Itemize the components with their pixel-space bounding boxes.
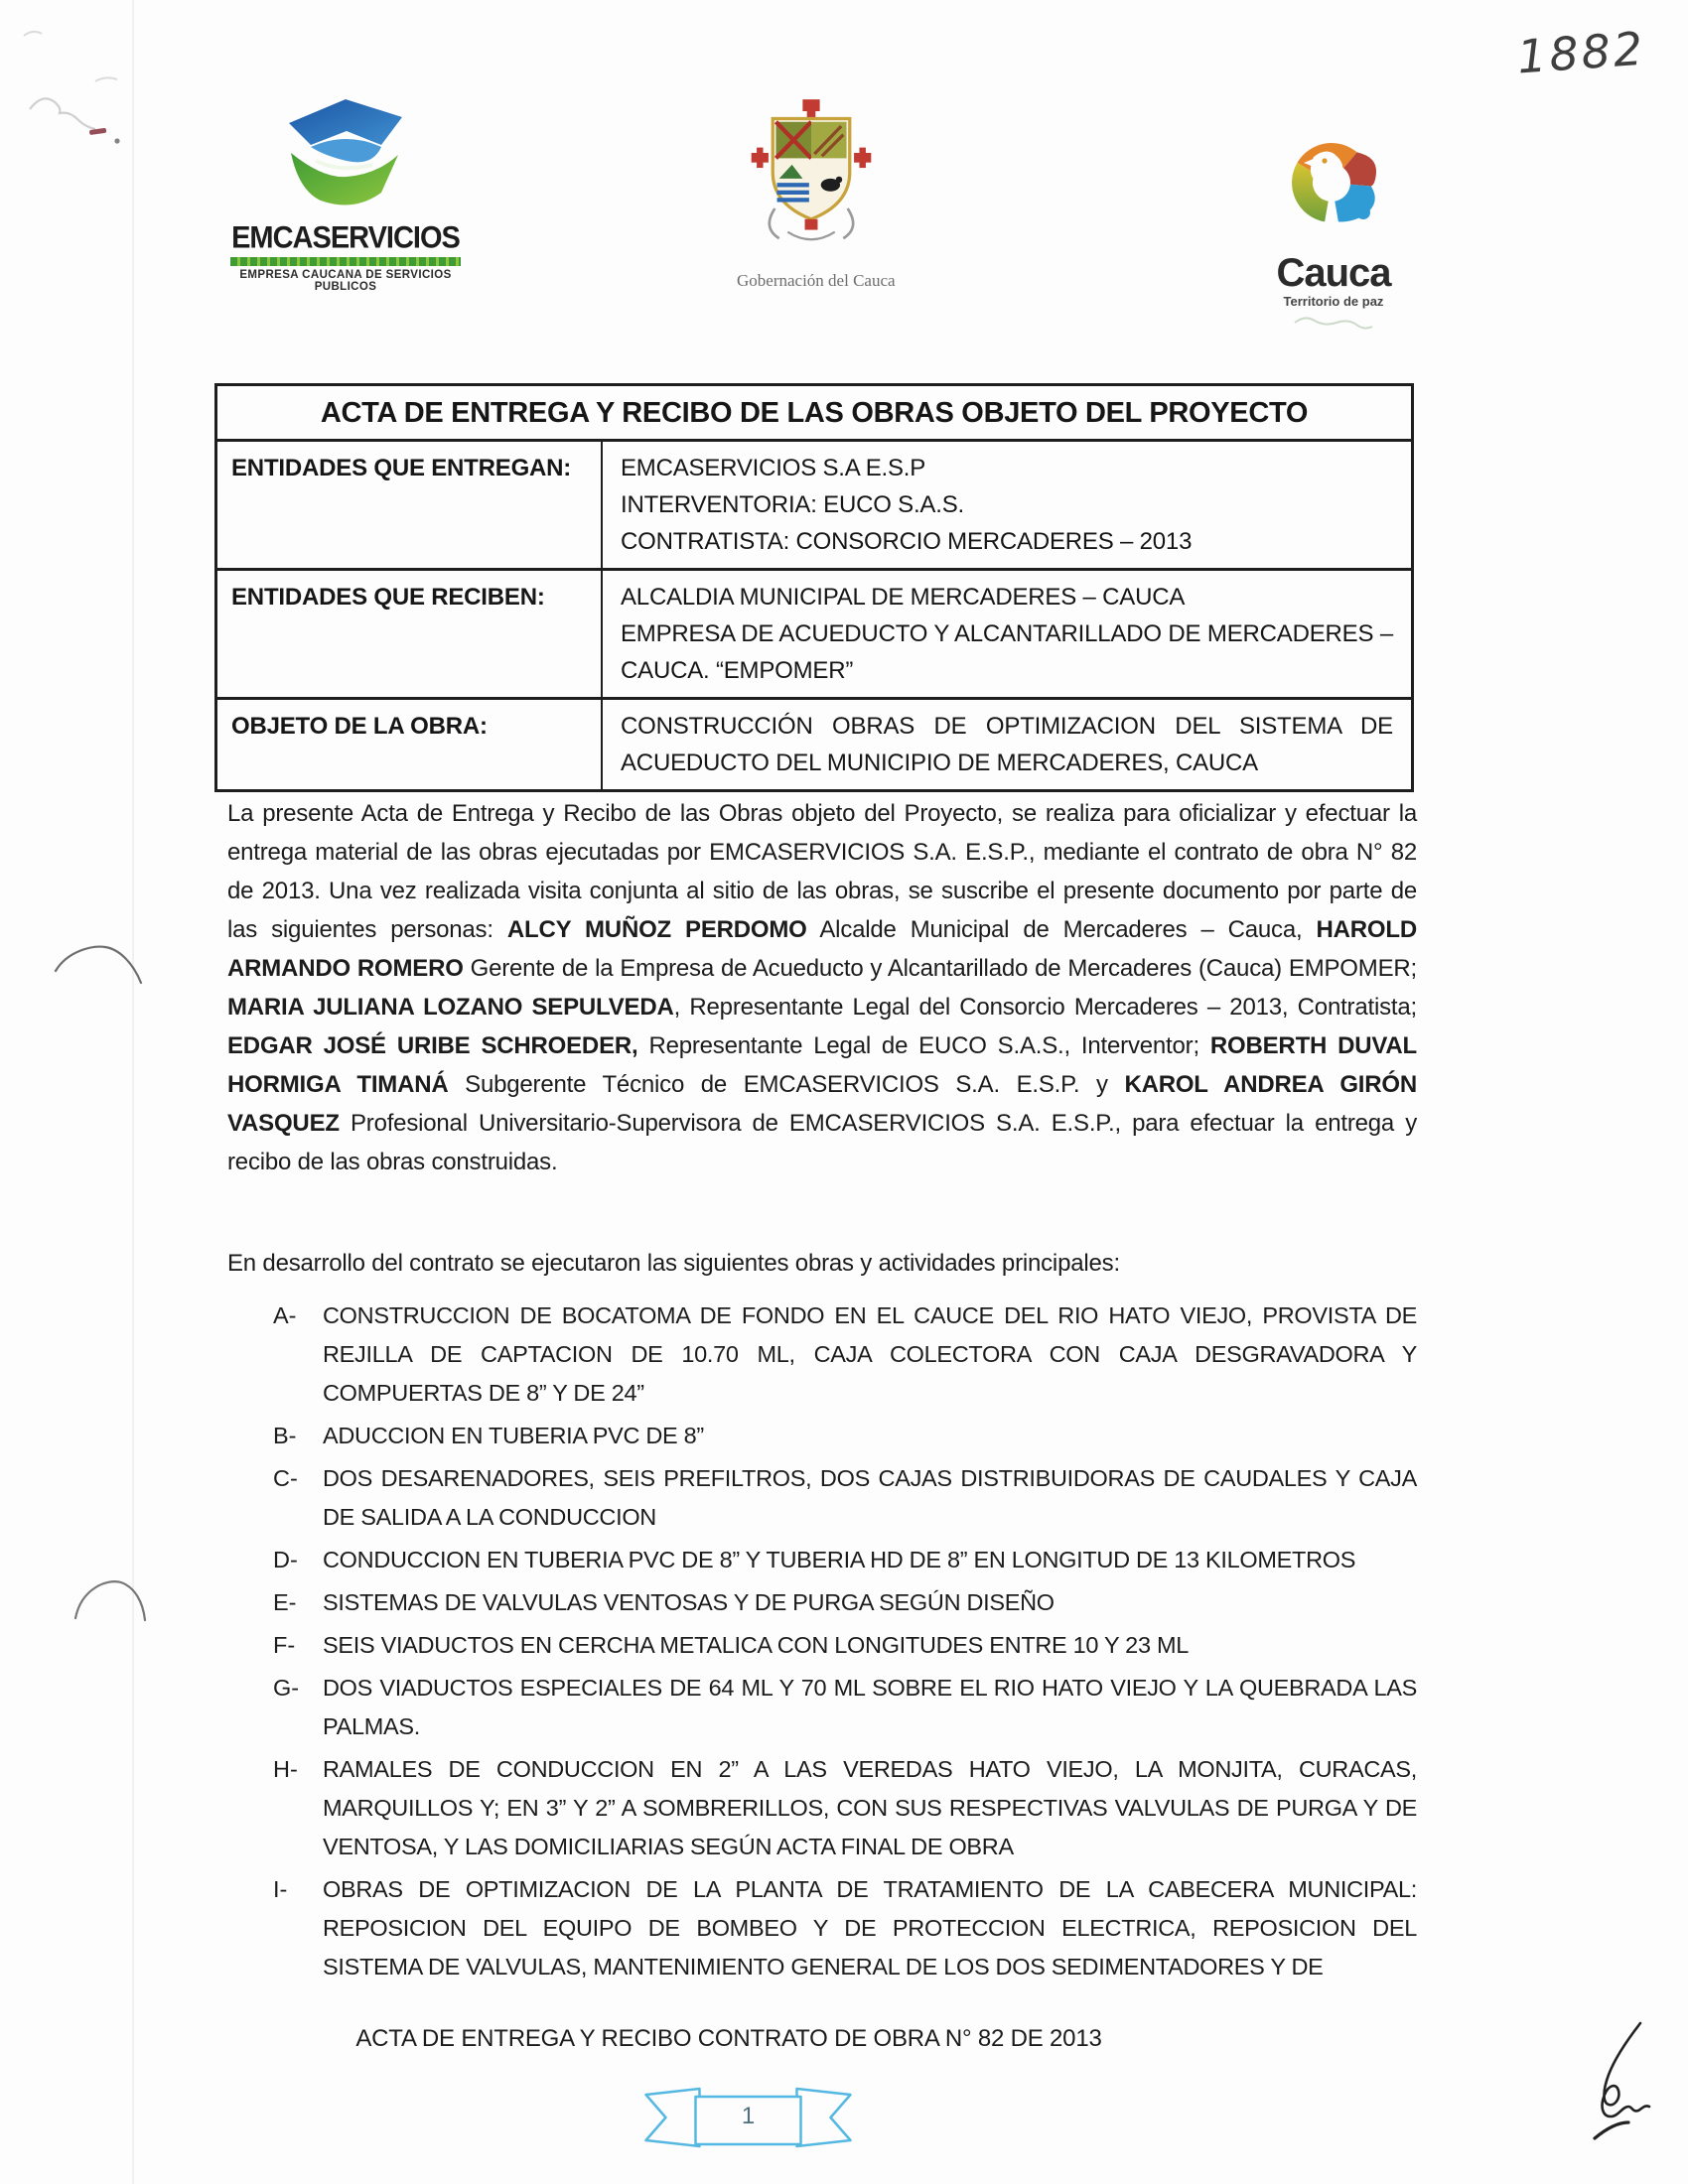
acta-table-row bbox=[217, 568, 1411, 697]
activity-item-text: DOS VIADUCTOS ESPECIALES DE 64 ML Y 70 ML SOBRE EL RIO HATO VIEJO Y LA QUEBRADA LAS PALMAS. bbox=[323, 1675, 1417, 1739]
activity-item-letter: I- bbox=[273, 1876, 288, 1902]
corner-scribbles bbox=[10, 10, 179, 169]
activity-item-letter: C- bbox=[273, 1465, 298, 1491]
emcaservicios-logo bbox=[226, 91, 465, 293]
acta-table-row-value: ALCALDIA MUNICIPAL DE MERCADERES – CAUCA EMPRESA DE ACUEDUCTO Y ALCANTARILLADO DE MERCADERES – CAUCA. “EMPOMER” bbox=[601, 571, 1411, 697]
emcaservicios-wordmark: EMCASERVICIOS bbox=[231, 220, 460, 256]
acta-table-row-label: ENTIDADES QUE RECIBEN: bbox=[231, 584, 545, 611]
activity-item-letter: G- bbox=[273, 1675, 300, 1701]
activity-item bbox=[273, 1583, 1417, 1622]
activity-item-text: SEIS VIADUCTOS EN CERCHA METALICA CON LONGITUDES ENTRE 10 Y 23 ML bbox=[323, 1632, 1189, 1658]
activity-item bbox=[273, 1669, 1417, 1746]
margin-arc-mark-2 bbox=[68, 1570, 157, 1628]
handwritten-folio-number: 1882 bbox=[1515, 21, 1647, 84]
page-number-ribbon bbox=[632, 2075, 865, 2158]
cauca-wordmark: Cauca bbox=[1276, 251, 1391, 295]
activity-item-letter: E- bbox=[273, 1589, 297, 1615]
acta-table-row-value: EMCASERVICIOS S.A E.S.P INTERVENTORIA: EUCO S.A.S. CONTRATISTA: CONSORCIO MERCADERES – 2013 bbox=[601, 442, 1411, 568]
cauca-logo bbox=[1249, 127, 1418, 331]
activity-item-letter: H- bbox=[273, 1756, 298, 1782]
activity-item-text: ADUCCION EN TUBERIA PVC DE 8” bbox=[323, 1423, 704, 1448]
activity-item bbox=[273, 1626, 1417, 1665]
gobernacion-logo bbox=[737, 97, 896, 291]
activity-item-text: CONSTRUCCION DE BOCATOMA DE FONDO EN EL CAUCE DEL RIO HATO VIEJO, PROVISTA DE REJILLA DE CAPTACION DE 10.70 ML, CAJA COLECTORA CON CAJA DESGRAVADORA Y COMPUERTAS DE 8” Y DE 24” bbox=[323, 1302, 1417, 1406]
acta-table-row-label: OBJETO DE LA OBRA: bbox=[231, 713, 488, 740]
emcaservicios-logo-icon bbox=[261, 91, 430, 220]
acta-table bbox=[214, 383, 1414, 792]
coat-of-arms-icon bbox=[747, 97, 876, 264]
acta-table-row-value: CONSTRUCCIÓN OBRAS DE OPTIMIZACION DEL SISTEMA DE ACUEDUCTO DEL MUNICIPIO DE MERCADERES, CAUCA bbox=[601, 700, 1411, 789]
acta-table-title: ACTA DE ENTREGA Y RECIBO DE LAS OBRAS OBJETO DEL PROYECTO bbox=[320, 397, 1309, 429]
activity-item-text: OBRAS DE OPTIMIZACION DE LA PLANTA DE TRATAMIENTO DE LA CABECERA MUNICIPAL: REPOSICION DEL EQUIPO DE BOMBEO Y DE PROTECCION ELECTRICA, REPOSICION DEL SISTEMA DE VALVULAS, MANTENIMIENTO GENERAL DE LOS DOS SEDIMENTADORES Y DE bbox=[323, 1876, 1417, 1979]
cauca-logo-icon bbox=[1274, 127, 1393, 246]
emcaservicios-subtitle: EMPRESA CAUCANA DE SERVICIOS PUBLICOS bbox=[239, 269, 452, 293]
activity-item-letter: F- bbox=[273, 1632, 296, 1658]
activity-item-letter: A- bbox=[273, 1302, 297, 1328]
cauca-tagline: Territorio de paz bbox=[1283, 294, 1384, 309]
activity-item-text: DOS DESARENADORES, SEIS PREFILTROS, DOS CAJAS DISTRIBUIDORAS DE CAUDALES Y CAJA DE SALIDA A LA CONDUCCION bbox=[323, 1465, 1417, 1530]
faint-scribble-mark bbox=[1289, 311, 1378, 331]
activity-item bbox=[273, 1541, 1417, 1579]
opening-paragraph: La presente Acta de Entrega y Recibo de las Obras objeto del Proyecto, se realiza para oficializar y efectuar la entrega material de las obras ejecutadas por EMCASERVICIOS S.A. E.S.P., mediante el contrato de obra N° 82 de 2013. Una vez realizada visita conjunta al sitio de las obras, se suscribe el presente documento por parte de las siguientes personas: ALCY MUÑOZ PERDOMO Alcalde Municipal de Mercaderes – Cauca, HAROLD ARMANDO ROMERO Gerente de la Empresa de Acueducto y Alcantarillado de Mercaderes (Cauca) EMPOMER; MARIA JULIANA LOZANO SEPULVEDA, Representante Legal del Consorcio Mercaderes – 2013, Contratista; EDGAR JOSÉ URIBE SCHROEDER, Representante Legal de EUCO S.A.S., Interventor; ROBERTH DUVAL HORMIGA TIMANÁ Subgerente Técnico de EMCASERVICIOS S.A. E.S.P. y KAROL ANDREA GIRÓN VASQUEZ Profesional Universitario-Supervisora de EMCASERVICIOS S.A. E.S.P., para efectuar la entrega y recibo de las obras construidas. bbox=[227, 800, 1417, 1175]
acta-table-rows bbox=[217, 439, 1411, 789]
emcaservicios-logo-bar bbox=[230, 257, 461, 266]
scan-artifact-line bbox=[132, 0, 134, 2184]
activities-intro: En desarrollo del contrato se ejecutaron las siguientes obras y actividades principales: bbox=[227, 1250, 1120, 1277]
margin-arc-mark-1 bbox=[48, 935, 151, 991]
page-number: 1 bbox=[741, 2103, 756, 2129]
activity-item-text: SISTEMAS DE VALVULAS VENTOSAS Y DE PURGA SEGÚN DISEÑO bbox=[323, 1589, 1055, 1615]
activity-item bbox=[273, 1750, 1417, 1866]
activity-item bbox=[273, 1417, 1417, 1455]
activities-list bbox=[273, 1297, 1417, 1990]
acta-table-row bbox=[217, 439, 1411, 568]
gobernacion-caption: Gobernación del Cauca bbox=[737, 271, 896, 290]
activity-item bbox=[273, 1459, 1417, 1537]
acta-table-row bbox=[217, 697, 1411, 789]
activity-item-letter: B- bbox=[273, 1423, 297, 1448]
activity-item bbox=[273, 1297, 1417, 1413]
activity-item-text: CONDUCCION EN TUBERIA PVC DE 8” Y TUBERIA HD DE 8” EN LONGITUD DE 13 KILOMETROS bbox=[323, 1547, 1356, 1572]
acta-table-row-label: ENTIDADES QUE ENTREGAN: bbox=[231, 455, 572, 481]
activity-item bbox=[273, 1870, 1417, 1986]
footer-caption: ACTA DE ENTREGA Y RECIBO CONTRATO DE OBRA N° 82 DE 2013 bbox=[355, 2025, 1102, 2052]
activity-item-text: RAMALES DE CONDUCCION EN 2” A LAS VEREDAS HATO VIEJO, LA MONJITA, CURACAS, MARQUILLOS Y; EN 3” Y 2” A SOMBRERILLOS, CON SUS RESPECTIVAS VALVULAS DE PURGA Y DE VENTOSA, Y LAS DOMICILIARIAS SEGÚN ACTA FINAL DE OBRA bbox=[323, 1756, 1417, 1859]
activity-item-letter: D- bbox=[273, 1547, 298, 1572]
signature-mark bbox=[1529, 2011, 1678, 2160]
